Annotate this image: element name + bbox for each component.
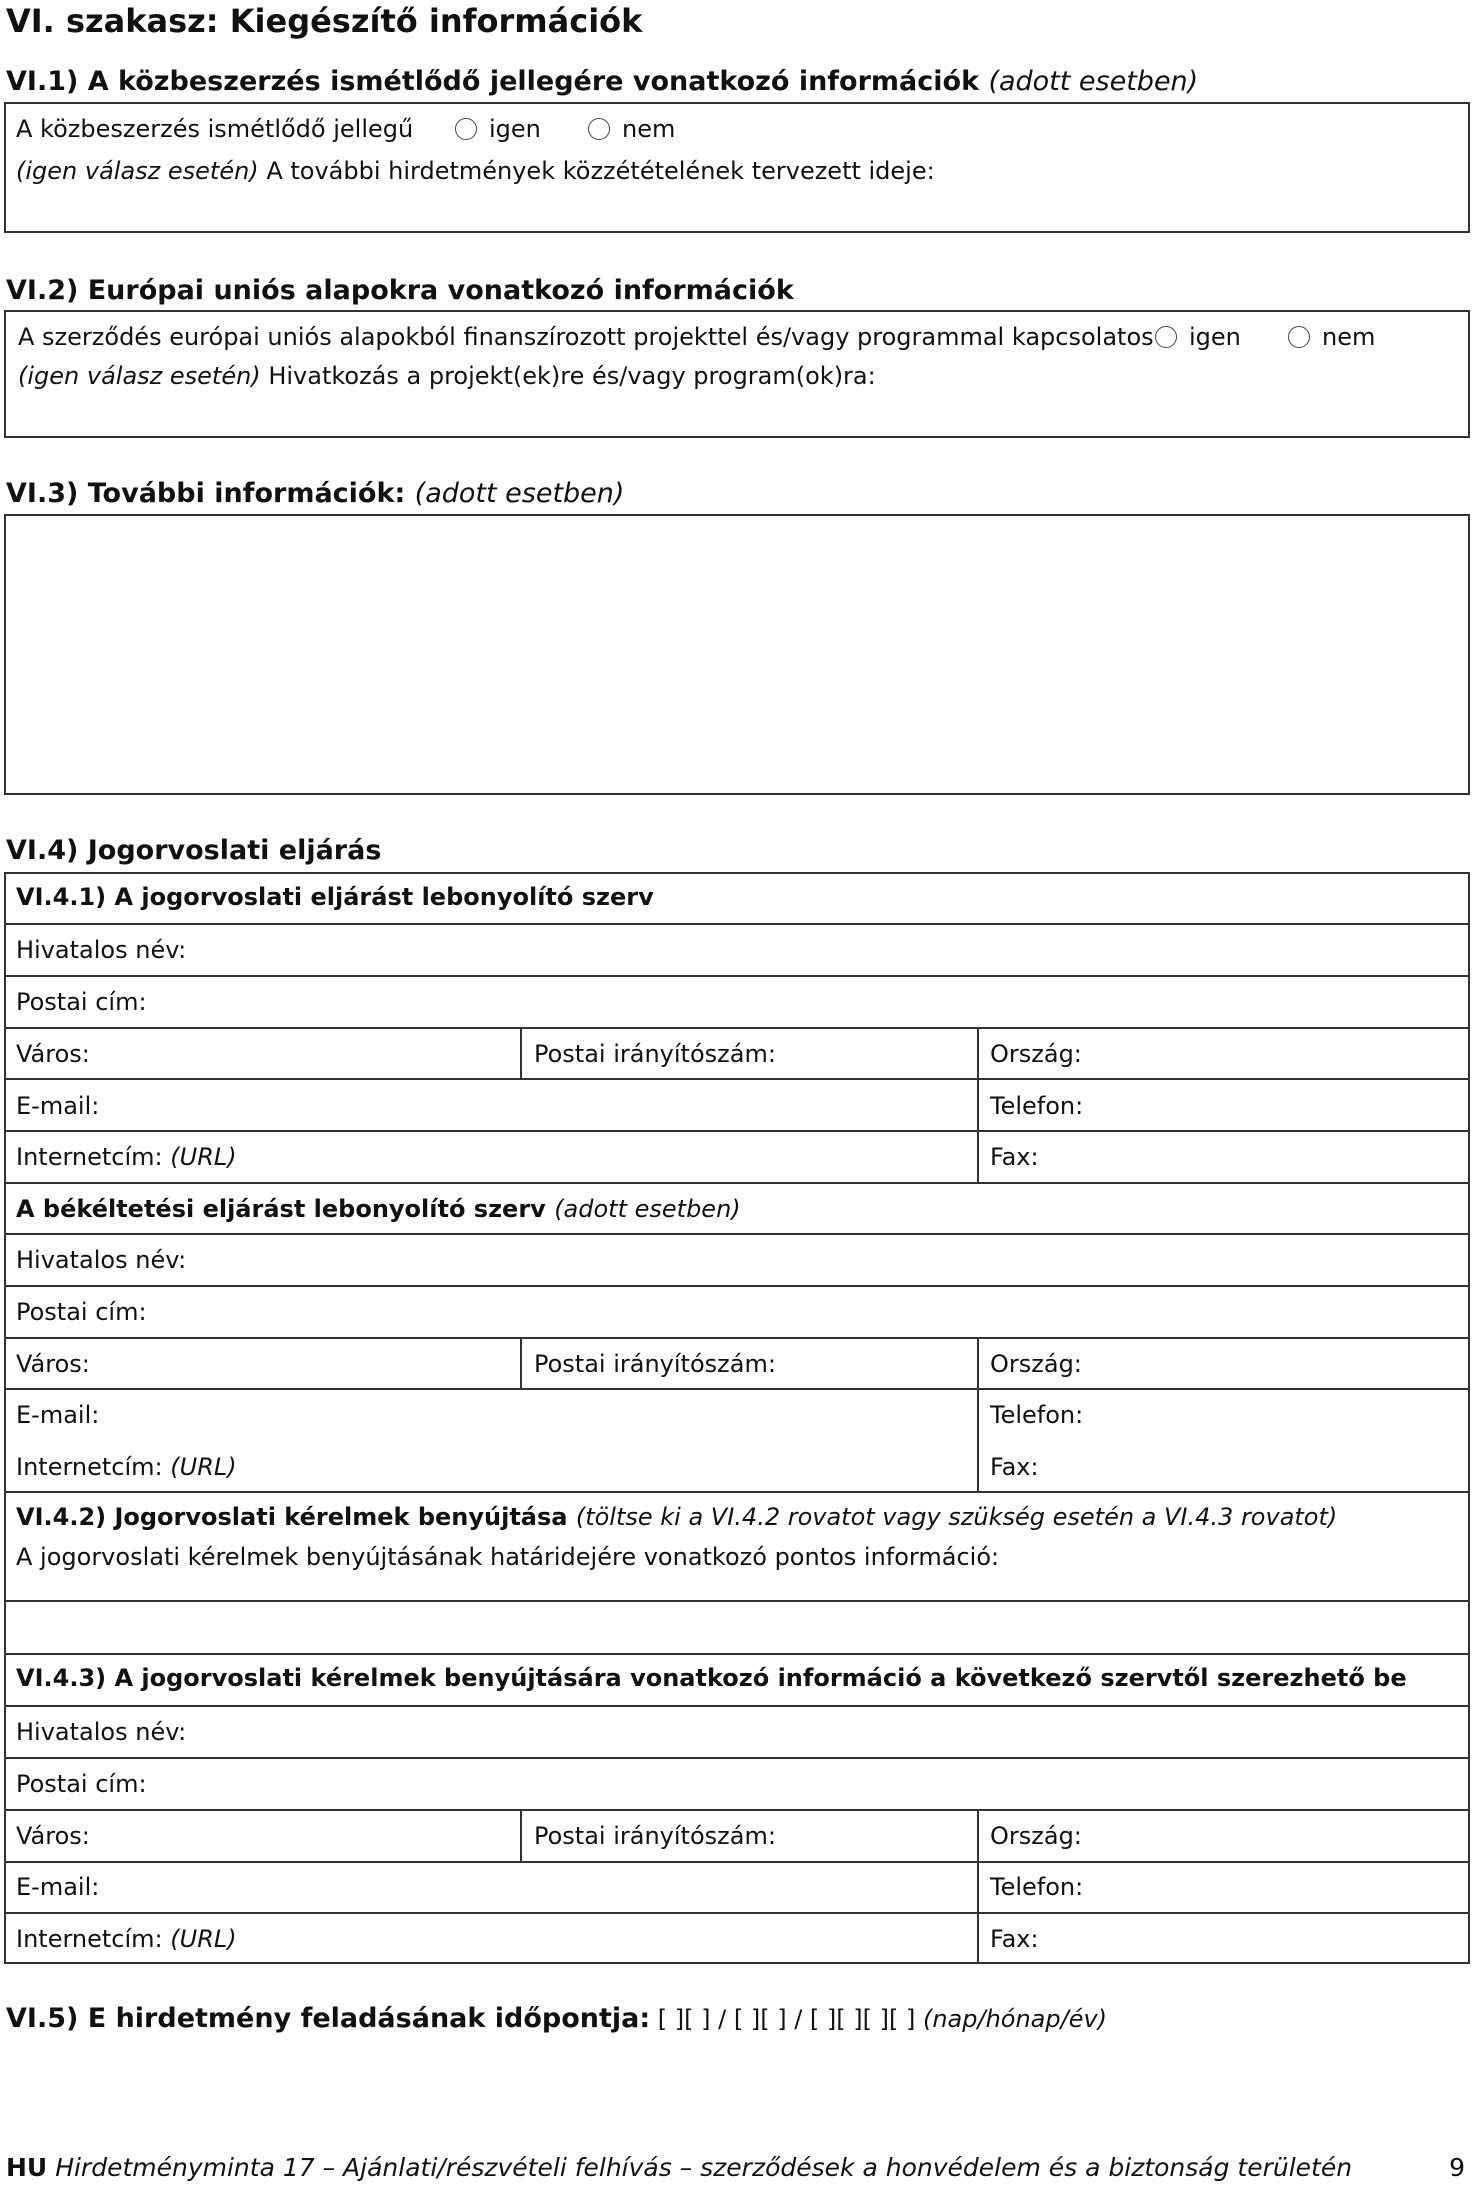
vi2-no-option[interactable]: nem bbox=[1288, 323, 1375, 351]
postal-address-label: Postai cím: bbox=[16, 1298, 147, 1326]
date-format-note: (nap/hónap/év) bbox=[922, 2005, 1108, 2033]
phone-label: Telefon: bbox=[990, 1092, 1084, 1120]
vi43-heading: VI.4.3) A jogorvoslati kérelmek benyújtására vonatkozó információ a következő szervtől szerezhető be bbox=[16, 1664, 1407, 1692]
official-name-label: Hivatalos név: bbox=[16, 1246, 187, 1274]
vi42-heading: VI.4.2) Jogorvoslati kérelmek benyújtása (töltse ki a VI.4.2 rovatot vagy szükség esetén a VI.4.3 rovatot) bbox=[16, 1503, 1338, 1531]
page-number: 9 bbox=[1449, 2153, 1465, 2182]
vi3-textarea[interactable] bbox=[4, 514, 1470, 795]
official-name-label: Hivatalos név: bbox=[16, 936, 187, 964]
city-label: Város: bbox=[16, 1822, 90, 1850]
vi4-box bbox=[4, 872, 1470, 1964]
postal-address-label: Postai cím: bbox=[16, 988, 147, 1016]
vi2-yes-option[interactable]: igen bbox=[1155, 323, 1241, 351]
internet-label: Internetcím: (URL) bbox=[16, 1143, 237, 1171]
vi42-text: A jogorvoslati kérelmek benyújtásának határidejére vonatkozó pontos információ: bbox=[16, 1543, 1000, 1571]
radio-icon[interactable] bbox=[1155, 326, 1177, 348]
vi2-followup: (igen válasz esetén) Hivatkozás a projekt(ek)re és/vagy program(ok)ra: bbox=[18, 362, 876, 390]
vi1-question: A közbeszerzés ismétlődő jellegű bbox=[16, 115, 414, 143]
country-label: Ország: bbox=[990, 1040, 1082, 1068]
vi4-heading: VI.4) Jogorvoslati eljárás bbox=[6, 835, 382, 866]
internet-label: Internetcím: (URL) bbox=[16, 1453, 237, 1481]
email-label: E-mail: bbox=[16, 1092, 100, 1120]
vi1-yes-option[interactable]: igen bbox=[455, 115, 541, 143]
phone-label: Telefon: bbox=[990, 1401, 1084, 1429]
email-label: E-mail: bbox=[16, 1401, 100, 1429]
internet-label: Internetcím: (URL) bbox=[16, 1925, 237, 1953]
vi3-heading: VI.3) További információk: (adott esetben) bbox=[6, 478, 625, 509]
vi41-heading: VI.4.1) A jogorvoslati eljárást lebonyolító szerv bbox=[16, 883, 654, 911]
postal-code-label: Postai irányítószám: bbox=[534, 1040, 776, 1068]
city-label: Város: bbox=[16, 1350, 90, 1378]
fax-label: Fax: bbox=[990, 1453, 1039, 1481]
official-name-label: Hivatalos név: bbox=[16, 1718, 187, 1746]
city-label: Város: bbox=[16, 1040, 90, 1068]
radio-icon[interactable] bbox=[1288, 326, 1310, 348]
postal-code-label: Postai irányítószám: bbox=[534, 1822, 776, 1850]
postal-address-label: Postai cím: bbox=[16, 1770, 147, 1798]
vi1-heading: VI.1) A közbeszerzés ismétlődő jellegére vonatkozó információk (adott esetben) bbox=[6, 66, 1199, 97]
country-label: Ország: bbox=[990, 1822, 1082, 1850]
vi5-line bbox=[6, 2003, 1107, 2034]
fax-label: Fax: bbox=[990, 1143, 1039, 1171]
radio-icon[interactable] bbox=[588, 118, 610, 140]
fax-label: Fax: bbox=[990, 1925, 1039, 1953]
country-label: Ország: bbox=[990, 1350, 1082, 1378]
vi1-no-option[interactable]: nem bbox=[588, 115, 675, 143]
section-title: VI. szakasz: Kiegészítő információk bbox=[6, 2, 643, 40]
date-input[interactable]: [ ][ ] / [ ][ ] / [ ][ ][ ][ ] bbox=[657, 2005, 916, 2033]
radio-icon[interactable] bbox=[455, 118, 477, 140]
mediation-heading: A békéltetési eljárást lebonyolító szerv (adott esetben) bbox=[16, 1195, 741, 1223]
vi2-heading: VI.2) Európai uniós alapokra vonatkozó információk bbox=[6, 275, 794, 306]
phone-label: Telefon: bbox=[990, 1873, 1084, 1901]
vi1-followup: (igen válasz esetén) A további hirdetmények közzétételének tervezett ideje: bbox=[16, 157, 935, 185]
footer-lang: HU bbox=[6, 2153, 48, 2182]
footer bbox=[6, 2153, 1352, 2182]
footer-text: Hirdetményminta 17 – Ajánlati/részvételi felhívás – szerződések a honvédelem és a biztonság területén bbox=[55, 2153, 1353, 2182]
vi5-heading: VI.5) E hirdetmény feladásának időpontja: bbox=[6, 2003, 651, 2034]
postal-code-label: Postai irányítószám: bbox=[534, 1350, 776, 1378]
email-label: E-mail: bbox=[16, 1873, 100, 1901]
vi2-question: A szerződés európai uniós alapokból finanszírozott projekttel és/vagy programmal kapcsolatos bbox=[18, 323, 1154, 351]
